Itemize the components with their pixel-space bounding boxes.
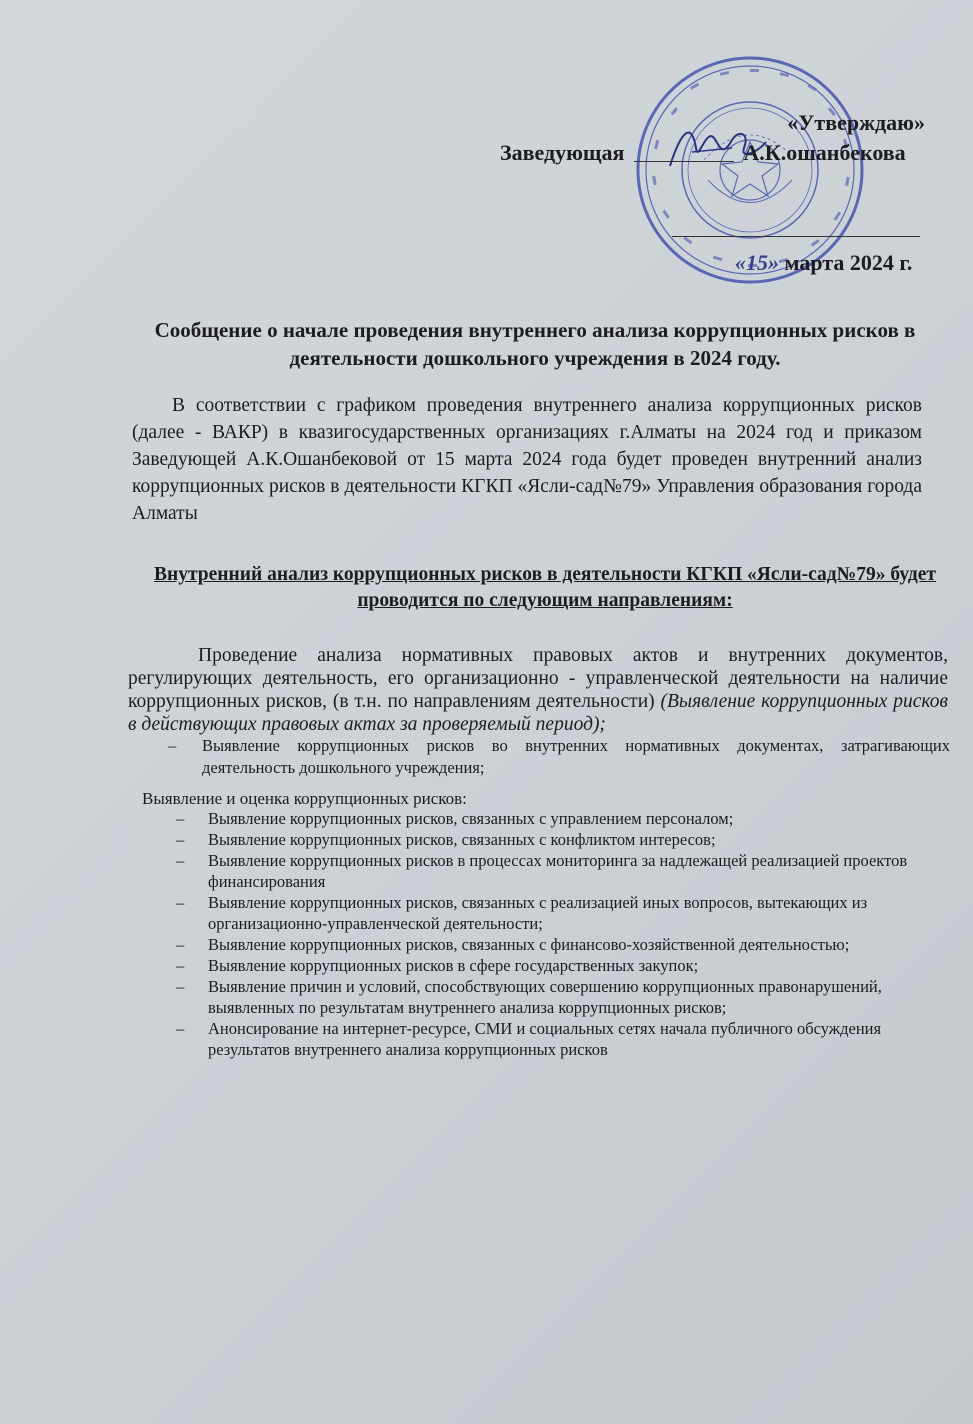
- risk-list: [170, 808, 950, 1060]
- approval-date-rest: марта 2024 г.: [779, 250, 913, 275]
- list-item: – Выявление коррупционных рисков в сфере государственных закупок;: [170, 955, 950, 976]
- main-paragraph: [128, 644, 948, 736]
- list-item: – Анонсирование на интернет-ресурсе, СМИ и социальных сетях начала публичного обсуждения результатов внутреннего анализа коррупционных рисков: [170, 1018, 950, 1060]
- head-position: Заведующая: [500, 140, 625, 165]
- date-divider: [672, 236, 920, 237]
- first-list: [150, 735, 950, 779]
- risk-assessment-subhead: Выявление и оценка коррупционных рисков:: [142, 789, 467, 808]
- signature-underline: [634, 141, 734, 162]
- approval-date-day: «15»: [735, 250, 779, 275]
- list-item: – Выявление коррупционных рисков в процессах мониторинга за надлежащей реализацией проектов финансирования: [170, 850, 950, 892]
- head-name: А.К.ошанбекова: [743, 140, 906, 165]
- list-item: – Выявление коррупционных рисков, связанных с конфликтом интересов;: [170, 829, 950, 850]
- intro-paragraph: В соответствии с графиком проведения внутреннего анализа коррупционных рисков (далее - ВАКР) в квазигосударственных организациях г.Алматы на 2024 год и приказом Заведующей А.К.Ошанбековой от 15 марта 2024 года будет проведен внутренний анализ коррупционных рисков в деятельности КГКП «Ясли-сад№79» Управления образования города Алматы: [132, 395, 922, 524]
- head-signature-line: [500, 140, 906, 166]
- approve-label: «Утверждаю»: [787, 110, 925, 135]
- list-item: – Выявление причин и условий, способствующих совершению коррупционных правонарушений, выявленных по результатам внутреннего анализа коррупционных рисков;: [170, 976, 950, 1018]
- list-item: – Выявление коррупционных рисков, связанных с финансово-хозяйственной деятельностью;: [170, 934, 950, 955]
- list-item: – Выявление коррупционных рисков, связанных с управлением персоналом;: [170, 808, 950, 829]
- list-item: – Выявление коррупционных рисков, связанных с реализацией иных вопросов, вытекающих из организационно-управленческой деятельности;: [170, 892, 950, 934]
- section-title: Внутренний анализ коррупционных рисков в деятельности КГКП «Ясли-сад№79» будет проводится по следующим направлениям:: [153, 564, 937, 611]
- main-paragraph-text: Проведение анализа нормативных правовых актов и внутренних документов, регулирующих деятельность, его организационно - управленческой деятельности на наличие коррупционных рисков, (в т.н. по направлениям деятельности): [128, 645, 948, 712]
- main-paragraph-italic: (Выявление коррупционных рисков в действующих правовых актах за проверяемый период);: [128, 691, 948, 735]
- list-item: – Выявление коррупционных рисков во внутренних нормативных документах, затрагивающих деятельность дошкольного учреждения;: [150, 735, 950, 779]
- approval-date: [735, 250, 912, 276]
- document-title: Сообщение о начале проведения внутреннего анализа коррупционных рисков в деятельности дошкольного учреждения в 2024 году.: [154, 318, 916, 370]
